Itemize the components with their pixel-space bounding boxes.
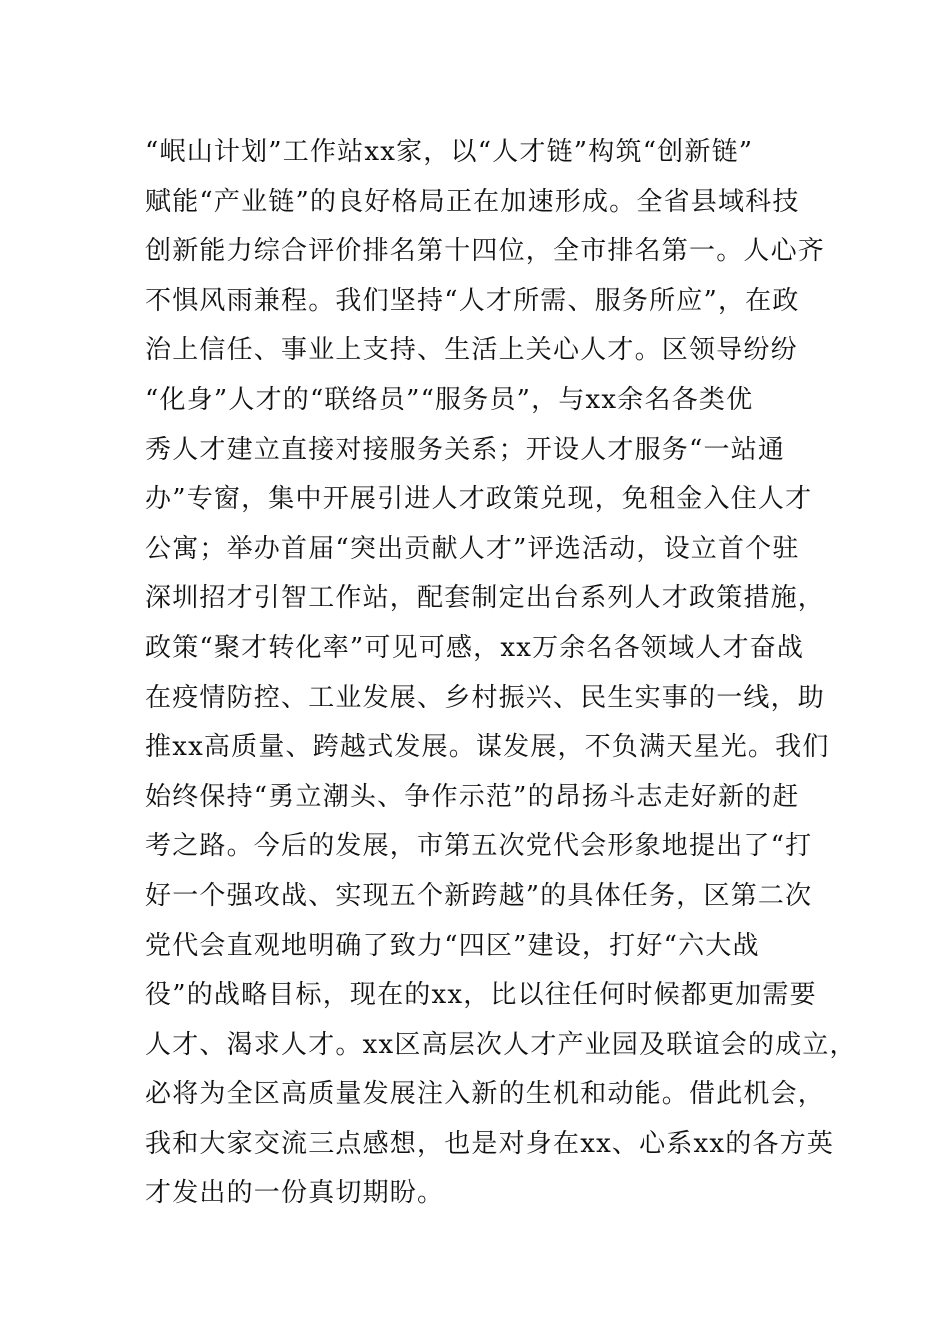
paragraph-line: “化身”人才的“联络员”“服务员”，与xx余名各类优 (145, 384, 754, 415)
paragraph-line: 役”的战略目标，现在的xx，比以往任何时候都更加需要 (145, 980, 817, 1011)
paragraph-line: 好一个强攻战、实现五个新跨越”的具体任务，区第二次 (145, 880, 813, 911)
paragraph-line: 必将为全区高质量发展注入新的生机和动能。借此机会， (145, 1079, 826, 1110)
paragraph-line: 我和大家交流三点感想，也是对身在xx、心系xx的各方英 (145, 1128, 835, 1159)
paragraph-line: 推xx高质量、跨越式发展。谋发展，不负满天星光。我们 (145, 732, 830, 763)
body-paragraph (145, 128, 857, 1219)
paragraph-line: 人才、渴求人才。xx区高层次人才产业园及联谊会的成立， (145, 1029, 857, 1060)
paragraph-line: “岷山计划”工作站xx家，以“人才链”构筑“创新链” (145, 137, 754, 167)
paragraph-line: 赋能“产业链”的良好格局正在加速形成。全省县域科技 (145, 186, 800, 217)
paragraph-line: 不惧风雨兼程。我们坚持“人才所需、服务所应”，在政 (145, 285, 800, 316)
paragraph-line: 在疫情防控、工业发展、乡村振兴、民生实事的一线，助 (145, 682, 826, 713)
paragraph-line: 党代会直观地明确了致力“四区”建设，打好“六大战 (145, 930, 760, 961)
paragraph-line: 创新能力综合评价排名第十四位，全市排名第一。人心齐 (145, 236, 826, 267)
paragraph-line: 深圳招才引智工作站，配套制定出台系列人才政策措施， (145, 583, 826, 614)
paragraph-line: 才发出的一份真切期盼。 (145, 1178, 445, 1209)
paragraph-line: 办”专窗，集中开展引进人才政策兑现，免租金入住人才 (145, 484, 813, 515)
paragraph-line: 考之路。今后的发展，市第五次党代会形象地提出了“打 (145, 831, 813, 862)
paragraph-line: 政策“聚才转化率”可见可感，xx万余名各领域人才奋战 (145, 632, 805, 663)
paragraph-line: 公寓；举办首届“突出贡献人才”评选活动，设立首个驻 (145, 533, 800, 564)
paragraph-line: 秀人才建立直接对接服务关系；开设人才服务“一站通 (145, 434, 786, 465)
paragraph-line: 治上信任、事业上支持、生活上关心人才。区领导纷纷 (145, 335, 798, 366)
paragraph-line: 始终保持“勇立潮头、争作示范”的昂扬斗志走好新的赶 (145, 781, 800, 812)
